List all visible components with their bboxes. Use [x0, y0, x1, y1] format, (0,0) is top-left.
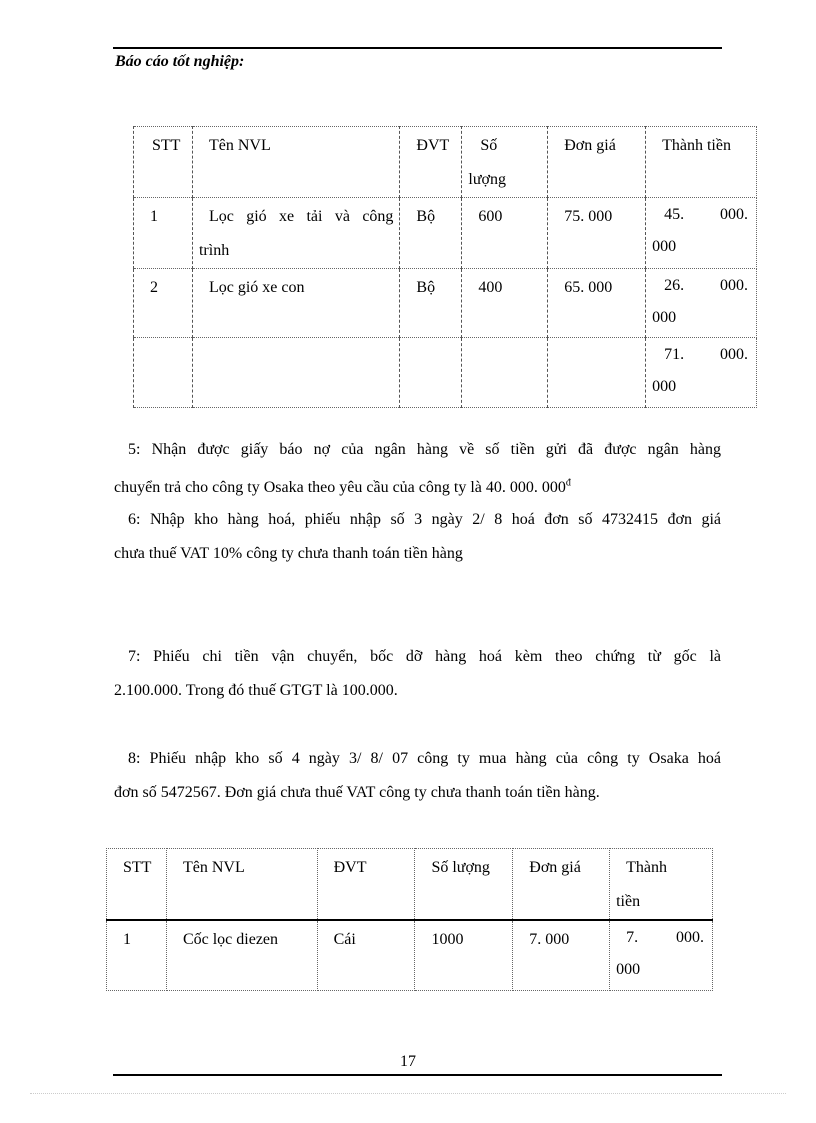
cell-unit: Bộ: [400, 198, 462, 269]
header-name: Tên NVL: [166, 849, 317, 921]
cell-qty: 1000: [415, 920, 513, 990]
cell-name: Lọc gió xe tải và công trình: [192, 198, 399, 269]
table-total-row: [134, 338, 757, 408]
cell-name: [192, 338, 399, 408]
cell-unit: [400, 338, 462, 408]
paragraph-6: 6: Nhập kho hàng hoá, phiếu nhập số 3 ngày 2/ 8 hoá đơn số 4732415 đơn giá chưa thuế VAT 10% công ty chưa thanh toán tiền hàng: [114, 511, 721, 562]
header-title: Báo cáo tốt nghiệp:: [115, 53, 245, 70]
cell-price: 7. 000: [513, 920, 610, 990]
table-row: [134, 269, 757, 338]
table-row: [107, 920, 713, 990]
cell-price: 75. 000: [548, 198, 646, 269]
header-total: Thành tiền: [610, 849, 713, 921]
paragraph-5: 5: Nhận được giấy báo nợ của ngân hàng về số tiền gửi đã được ngân hàng chuyển trả cho công ty Osaka theo yêu cầu của công ty là 40. 000. $000^đ$: [114, 441, 721, 497]
header-total: Thành tiền: [646, 127, 757, 198]
cell-name: Cốc lọc diezen: [166, 920, 317, 990]
header-stt: STT: [107, 849, 167, 921]
cell-qty: 600: [462, 198, 548, 269]
header-unit: ĐVT: [400, 127, 462, 198]
header-qty: Số lượng: [415, 849, 513, 921]
paragraph-8: 8: Phiếu nhập kho số 4 ngày 3/ 8/ 07 công ty mua hàng của công ty Osaka hoá đơn số 5472567. Đơn giá chưa thuế VAT công ty chưa thanh toán tiền hàng.: [114, 750, 721, 801]
cell-total: 71. 000. 000: [646, 338, 757, 408]
cell-qty: 400: [462, 269, 548, 338]
cell-stt: [134, 338, 193, 408]
cell-total: 7. 000. 000: [610, 920, 713, 990]
header-qty: Số lượng: [462, 127, 548, 198]
cell-name: Lọc gió xe con: [192, 269, 399, 338]
cell-price: 65. 000: [548, 269, 646, 338]
header-stt: STT: [134, 127, 193, 198]
cell-qty: [462, 338, 548, 408]
table-header-row: [107, 849, 713, 921]
table-row: [134, 198, 757, 269]
paragraph-7: 7: Phiếu chi tiền vận chuyển, bốc dỡ hàng hoá kèm theo chứng từ gốc là 2.100.000. Trong đó thuế GTGT là 100.000.: [114, 648, 721, 699]
header-name: Tên NVL: [192, 127, 399, 198]
materials-table-1: [133, 126, 757, 408]
page-number: 17: [400, 1053, 416, 1070]
cell-total: 26. 000. 000: [646, 269, 757, 338]
table-header-row: [134, 127, 757, 198]
cell-total: 45. 000. 000: [646, 198, 757, 269]
header-price: Đơn giá: [513, 849, 610, 921]
header-price: Đơn giá: [548, 127, 646, 198]
cell-stt: 1: [134, 198, 193, 269]
header-rule: [113, 47, 722, 49]
cell-unit: Bộ: [400, 269, 462, 338]
materials-table-2: [106, 848, 713, 991]
page-edge-divider: [30, 1093, 786, 1094]
footer-rule: [113, 1074, 722, 1076]
cell-stt: 1: [107, 920, 167, 990]
cell-price: [548, 338, 646, 408]
cell-stt: 2: [134, 269, 193, 338]
paragraph-5-line-2: chuyển trả cho công ty Osaka theo yêu cầu của công ty là 40. 000. $000^đ$: [114, 478, 571, 497]
cell-unit: Cái: [317, 920, 415, 990]
header-unit: ĐVT: [317, 849, 415, 921]
